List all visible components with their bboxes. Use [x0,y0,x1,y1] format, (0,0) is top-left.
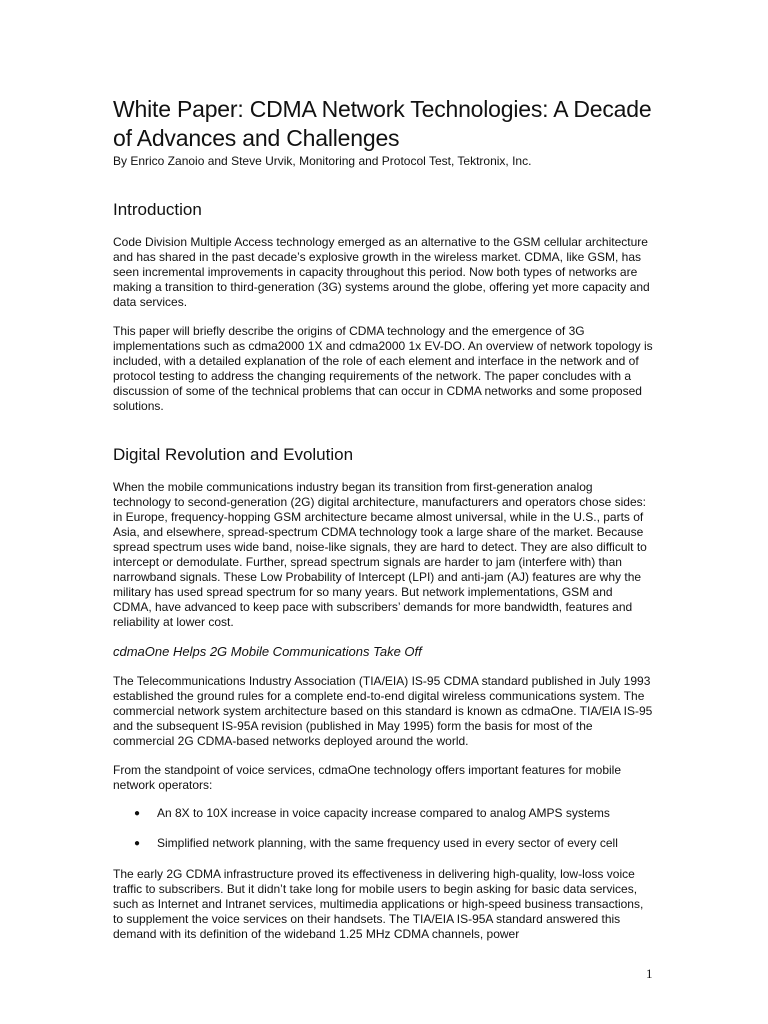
author-byline: By Enrico Zanoio and Steve Urvik, Monitoring and Protocol Test, Tektronix, Inc. [113,154,532,168]
bullet-text: An 8X to 10X increase in voice capacity increase compared to analog AMPS systems [157,806,610,820]
intro-paragraph-1: Code Division Multiple Access technology emerged as an alternative to the GSM cellular architecture and has shared in the past decade’s explosive growth in the wireless market. CDMA, like GSM, has seen incremental improvements in capacity throughout this period. Now both types of networks are making a transition to third-generation (3G) systems around the globe, offering yet more capacity and data services. [113,235,650,309]
list-item [113,836,653,851]
subsection-heading-cdmaone: cdmaOne Helps 2G Mobile Communications Take Off [113,644,422,659]
bullet-text: Simplified network planning, with the same frequency used in every sector of every cell [157,836,618,850]
document-title: White Paper: CDMA Network Technologies: A Decade of Advances and Challenges [113,96,652,151]
section-heading-introduction: Introduction [113,200,202,219]
document-body [113,95,653,942]
bullet-icon: ● [134,808,141,819]
list-item [113,806,653,821]
cdmaone-paragraph-3: The early 2G CDMA infrastructure proved its effectiveness in delivering high-quality, low-loss voice traffic to subscribers. But it didn’t take long for mobile users to begin asking for basic data services, such as Internet and Intranet services, multimedia applications or high-speed business transactions, to supplement the voice services on their handsets. The TIA/EIA IS-95A standard answered this demand with its definition of the wideband 1.25 MHz CDMA channels, power [113,867,644,941]
section-heading-digital-revolution: Digital Revolution and Evolution [113,445,354,464]
page-number: 1 [646,966,653,981]
feature-bullet-list [113,806,653,851]
intro-paragraph-2: This paper will briefly describe the origins of CDMA technology and the emergence of 3G implementations such as cdma2000 1X and cdma2000 1x EV-DO. An overview of network topology is included, with a detailed explanation of the role of each element and interface in the network and of protocol testing to address the changing requirements of the network. The paper concludes with a discussion of some of the technical problems that can occur in CDMA networks and some proposed solutions. [113,324,653,413]
cdmaone-paragraph-1: The Telecommunications Industry Association (TIA/EIA) IS-95 CDMA standard published in July 1993 established the ground rules for a complete end-to-end digital wireless communications system. The commercial network system architecture based on this standard is known as cdmaOne. TIA/EIA IS-95 and the subsequent IS-95A revision (published in May 1995) form the basis for most of the commercial 2G CDMA-based networks deployed around the world. [113,674,653,748]
bullet-icon: ● [134,838,141,849]
digital-paragraph: When the mobile communications industry began its transition from first-generation analog technology to second-generation (2G) digital architecture, manufacturers and operators chose sides: in Europe, frequency-hopping GSM architecture became almost universal, while in the U.S., parts of Asia, and elsewhere, spread-spectrum CDMA technology took a large share of the market. Because spread spectrum uses wide band, noise-like signals, they are hard to detect. They are also difficult to intercept or demodulate. Further, spread spectrum signals are harder to jam (interfere with) than narrowband signals. These Low Probability of Intercept (LPI) and anti-jam (AJ) features are why the military has used spread spectrum for so many years. But network implementations, GSM and CDMA, have advanced to keep pace with subscribers’ demands for more bandwidth, features and reliability at lower cost. [113,480,647,629]
cdmaone-paragraph-2: From the standpoint of voice services, cdmaOne technology offers important features for mobile network operators: [113,763,622,792]
